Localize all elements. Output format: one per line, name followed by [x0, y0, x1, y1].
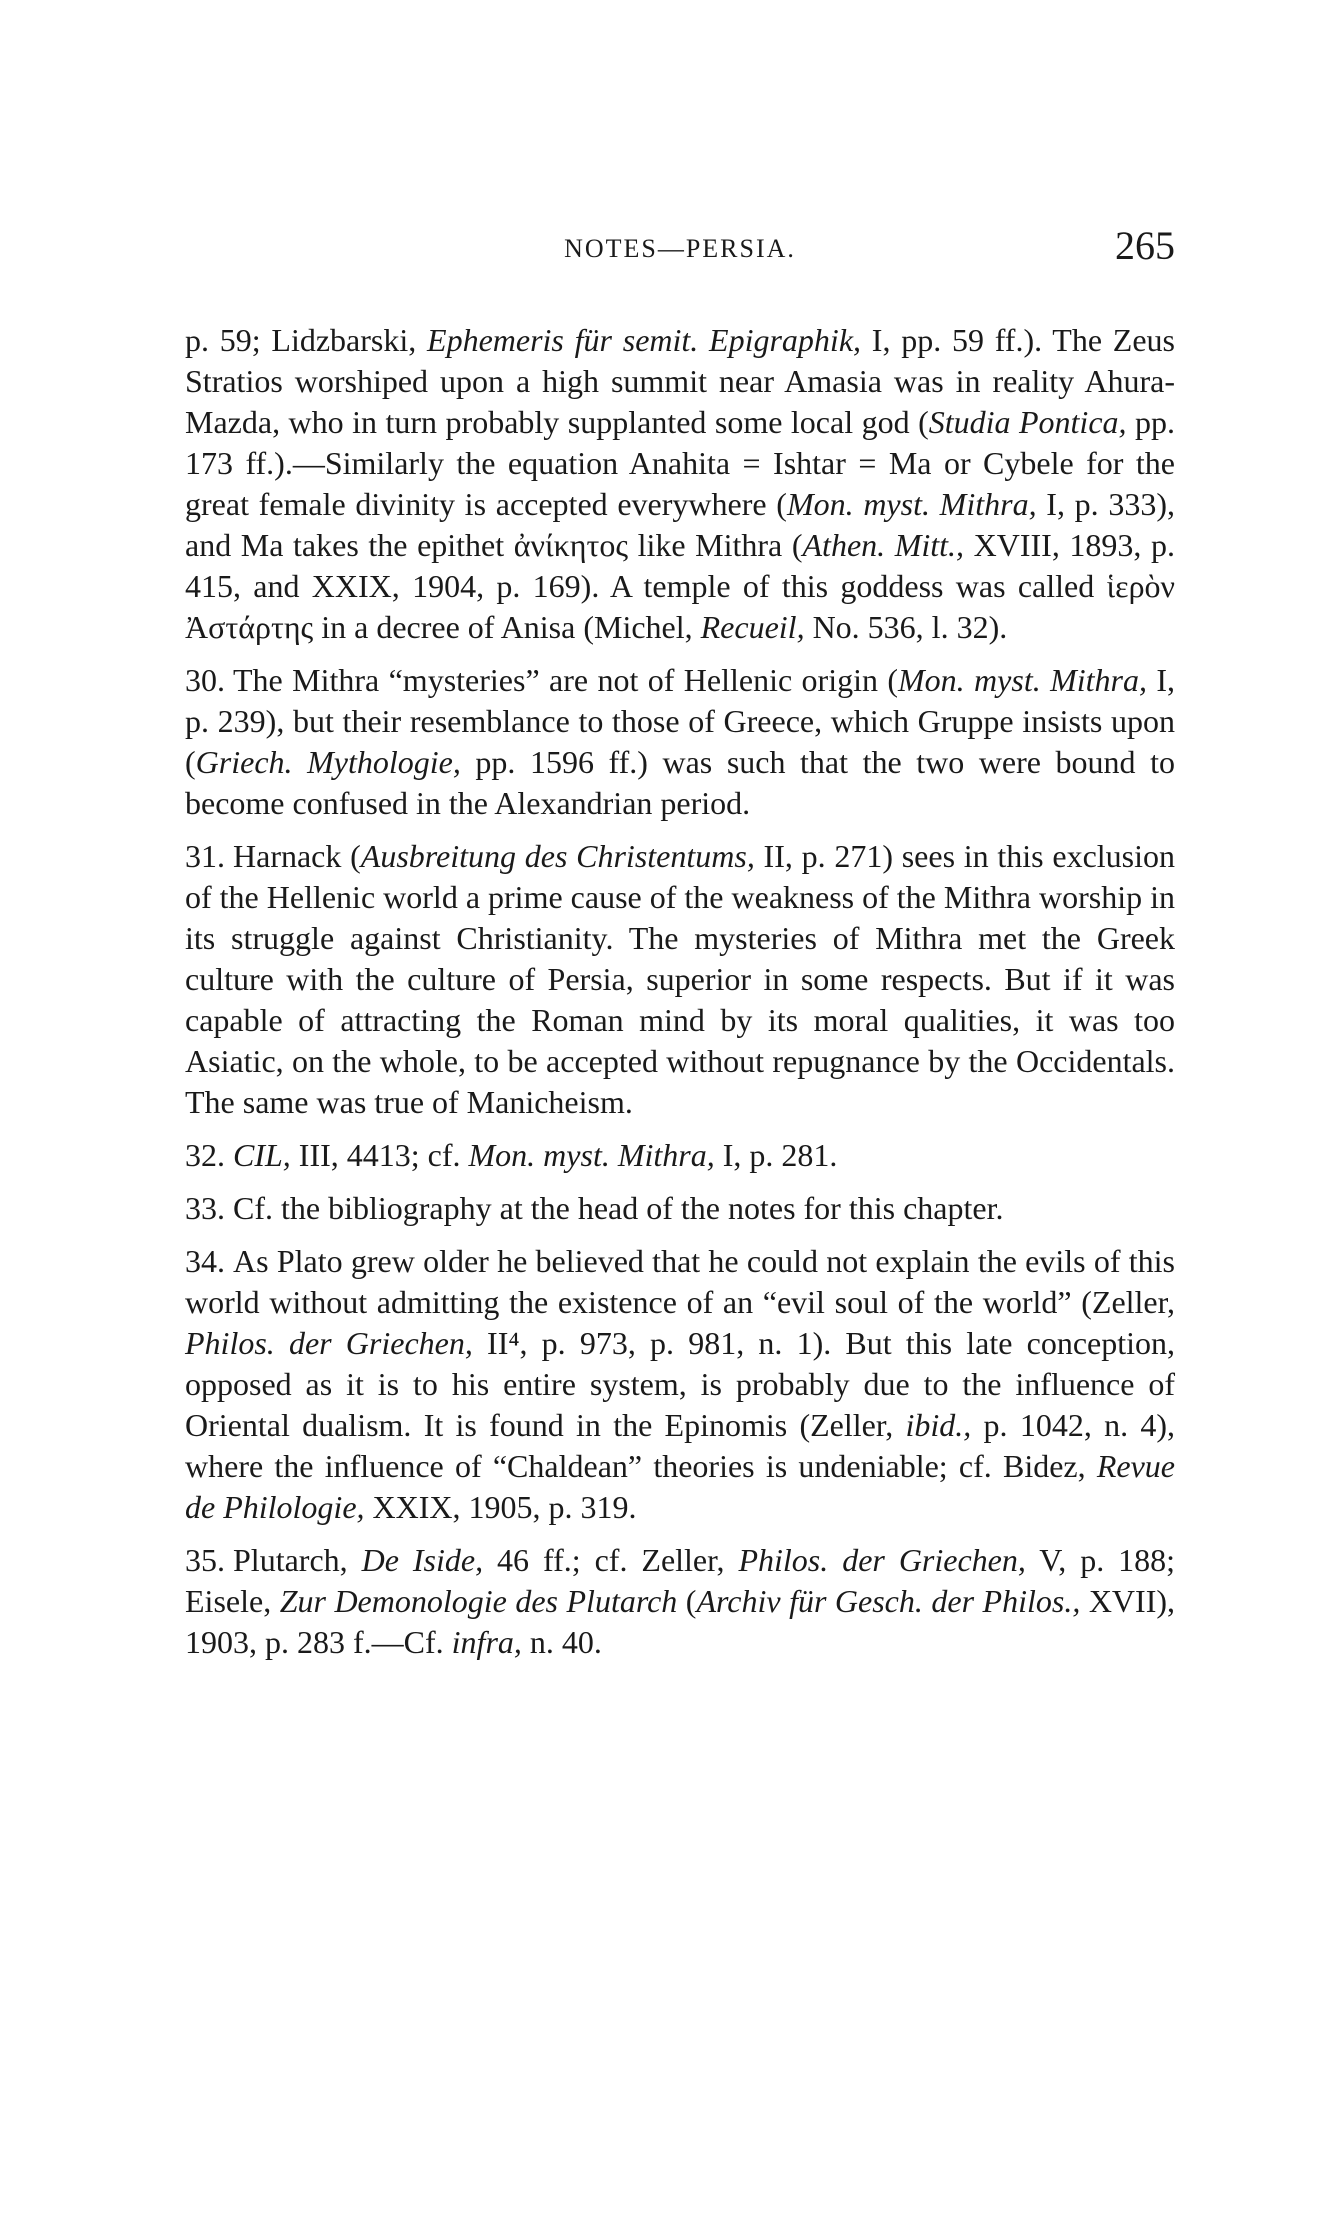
italic-title: Studia Pontica,	[928, 404, 1127, 440]
text-run: XVIII, 1893, p. 415, and XXIX, 1904, p. 169). A temple of this goddess was called	[185, 527, 1176, 604]
note-number: 30.	[185, 662, 225, 698]
italic-title: Athen. Mitt.,	[802, 527, 965, 563]
italic-title: Revue de Philologie,	[185, 1448, 1175, 1525]
text-run: II⁴, p. 973, p. 981, n. 1). But this late conception, opposed as it is to his entire system, is probably due to the influence of Oriental dualism. It is found in the Epinomis (Zeller,	[185, 1325, 1176, 1443]
note-number: 32.	[185, 1137, 225, 1173]
text-run: II, p. 271) sees in this exclusion of the Hellenic world a prime cause of the weakness of the Mithra worship in its struggle against Christianity. The mysteries of Mithra met the Greek culture with the culture of Persia, superior in some respects. But if it was capable of attracting the Roman mind by its moral qualities, it was too Asiatic, on the whole, to be accepted without repugnance by the Occidentals. The same was true of Manicheism.	[185, 838, 1176, 1120]
note-30	[185, 660, 1175, 824]
text-run: I, p. 281.	[714, 1137, 838, 1173]
note-33	[185, 1188, 1175, 1229]
italic-title: Philos. der Griechen,	[738, 1542, 1026, 1578]
note-number: 35.	[185, 1542, 225, 1578]
text-run: n. 40.	[521, 1624, 602, 1660]
running-title: NOTES—PERSIA.	[564, 234, 796, 263]
note-31	[185, 836, 1175, 1123]
text-run: I, p. 239), but their resemblance to those of Greece, which Gruppe insists upon (	[185, 662, 1176, 780]
text-run: The Mithra “mysteries” are not of Hellenic origin (	[233, 662, 899, 698]
italic-title: ibid.,	[905, 1407, 972, 1443]
text-run: III, 4413; cf.	[290, 1137, 469, 1173]
text-run: in a decree of Anisa (Michel,	[313, 609, 701, 645]
italic-title: CIL,	[233, 1137, 291, 1173]
italic-title: De Iside,	[361, 1542, 484, 1578]
notes-text	[185, 320, 1175, 1663]
note-continuation	[185, 320, 1175, 648]
note-number: 34.	[185, 1243, 225, 1279]
italic-title: infra,	[451, 1624, 522, 1660]
italic-title: Mon. myst. Mithra,	[786, 486, 1037, 522]
text-run: pp. 173 ff.).—Similarly the equation Anahita = Ishtar = Ma or Cybele for the great female divinity is accepted everywhere (	[185, 404, 1176, 522]
note-32	[185, 1135, 1175, 1176]
note-number: 31.	[185, 838, 225, 874]
text-run: pp. 1596 ff.) was such that the two were bound to become confused in the Alexandrian period.	[185, 744, 1176, 821]
text-run: XVII), 1903, p. 283 f.—Cf.	[185, 1583, 1175, 1660]
running-head	[185, 222, 1175, 282]
italic-title: Griech. Mythologie,	[195, 744, 461, 780]
text-run: Cf. the bibliography at the head of the notes for this chapter.	[233, 1190, 1004, 1226]
italic-title: Archiv für Gesch. der Philos.,	[696, 1583, 1081, 1619]
italic-title: Ephemeris für semit. Epigraphik,	[427, 322, 862, 358]
italic-title: Ausbreitung des Christentums,	[360, 838, 755, 874]
italic-title: Mon. myst. Mithra,	[898, 662, 1147, 698]
note-34	[185, 1241, 1175, 1528]
note-35	[185, 1540, 1175, 1663]
text-run: V, p. 188; Eisele,	[185, 1542, 1176, 1619]
text-run: (	[677, 1583, 697, 1619]
note-number: 33.	[185, 1190, 225, 1226]
page-number: 265	[1115, 223, 1175, 268]
italic-title: Philos. der Griechen,	[185, 1325, 473, 1361]
text-run: No. 536, l. 32).	[804, 609, 1008, 645]
text-run: As Plato grew older he believed that he could not explain the evils of this world without admitting the existence of an “evil soul of the world” (Zeller,	[185, 1243, 1175, 1320]
greek-text: ἀνίκητος	[513, 527, 628, 563]
italic-title: Mon. myst. Mithra,	[468, 1137, 715, 1173]
text-run: like Mithra (	[627, 527, 803, 563]
text-run: I, p. 333), and Ma takes the epithet	[185, 486, 1176, 563]
text-run: Harnack (	[233, 838, 361, 874]
text-run: p. 59; Lidzbarski,	[185, 322, 428, 358]
text-run: p. 1042, n. 4), where the influence of “Chaldean” theories is undeniable; cf. Bidez,	[185, 1407, 1176, 1484]
greek-text: ἱερὸν Ἀστάρτης	[185, 568, 1175, 645]
text-run: XXIX, 1905, p. 319.	[364, 1489, 637, 1525]
italic-title: Recueil,	[700, 609, 805, 645]
text-run: 46 ff.; cf. Zeller,	[483, 1542, 739, 1578]
text-run: I, pp. 59 ff.). The Zeus Stratios worshiped upon a high summit near Amasia was in reality Ahura-Mazda, who in turn probably supplanted some local god (	[185, 322, 1176, 440]
italic-title: Zur Demonologie des Plutarch	[279, 1583, 678, 1619]
book-page	[185, 222, 1175, 1675]
text-run: Plutarch,	[233, 1542, 362, 1578]
